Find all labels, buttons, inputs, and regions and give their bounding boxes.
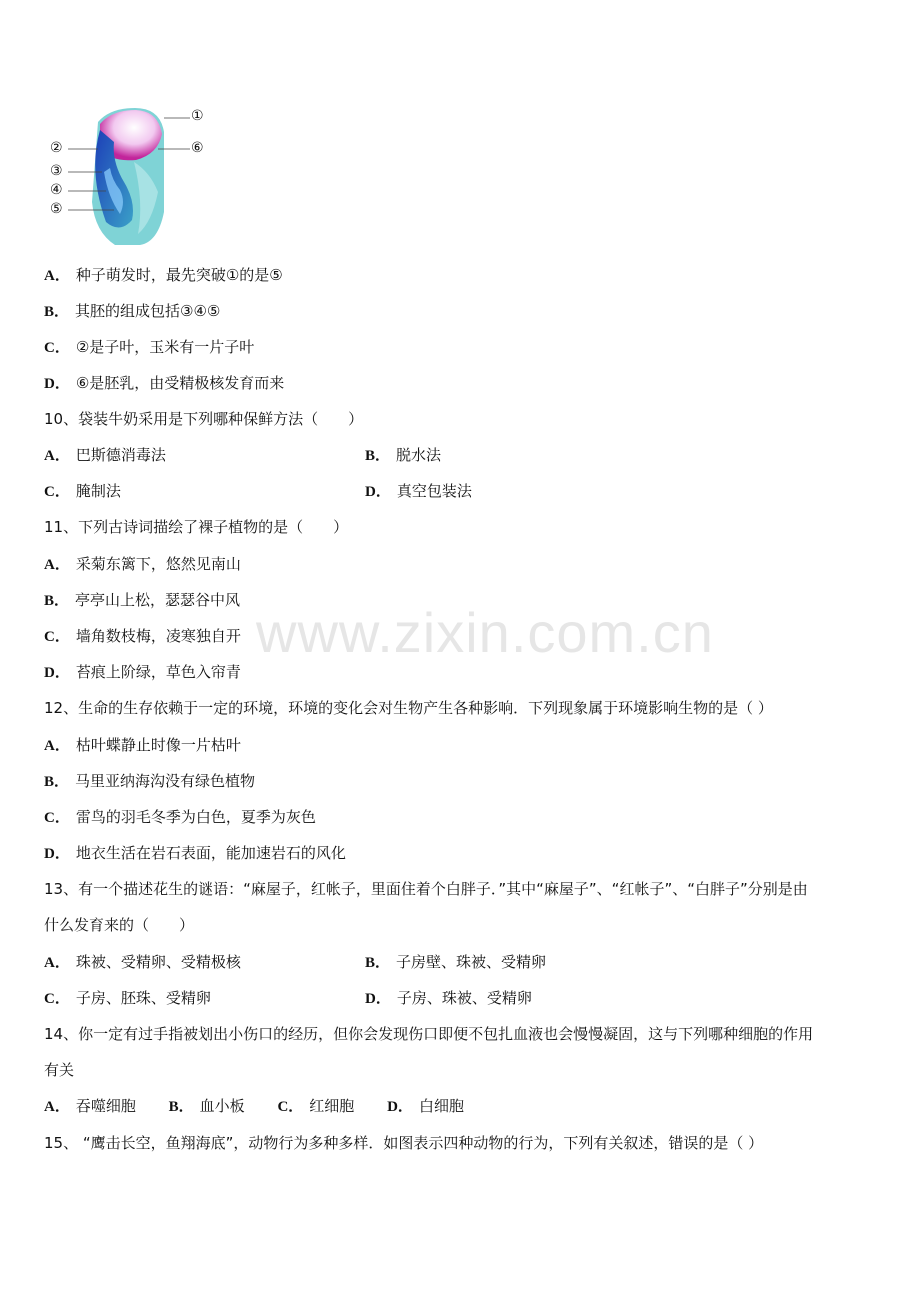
- option-letter: A．: [44, 1099, 70, 1115]
- q10-option-b: [365, 445, 441, 466]
- q11-stem: 11、下列古诗词描绘了裸子植物的是（ ）: [44, 518, 349, 536]
- q13-option-d: [365, 988, 532, 1009]
- option-letter: B．: [44, 304, 70, 320]
- option-text: 吞噬细胞: [75, 1097, 136, 1115]
- option-text: 子房、珠被、受精卵: [396, 989, 532, 1007]
- option-letter: D．: [44, 846, 70, 862]
- q11-option-c: [44, 626, 241, 647]
- option-letter: D．: [44, 376, 70, 392]
- q10-option-c: [44, 481, 121, 502]
- q9-option-d: [44, 373, 284, 394]
- q11-option-a: [44, 554, 241, 575]
- option-text: 枯叶蝶静止时像一片枯叶: [75, 736, 241, 754]
- q11-option-b: [44, 590, 240, 611]
- option-letter: C．: [44, 484, 70, 500]
- option-text: 子房壁、珠被、受精卵: [396, 953, 547, 971]
- option-text: 腌制法: [75, 482, 121, 500]
- option-text: 采菊东篱下，悠然见南山: [75, 555, 241, 573]
- option-text: 真空包装法: [396, 482, 472, 500]
- watermark: www.zixin.com.cn: [256, 601, 714, 664]
- option-text: 亭亭山上松，瑟瑟谷中风: [75, 591, 241, 609]
- option-text: 墙角数枝梅，凌寒独自开: [75, 627, 241, 645]
- option-text: 白细胞: [418, 1097, 464, 1115]
- q13-stem-line2: 什么发育来的（ ）: [44, 916, 195, 934]
- option-text: 苔痕上阶绿，草色入帘青: [75, 663, 241, 681]
- q12-stem: 12、生命的生存依赖于一定的环境，环境的变化会对生物产生各种影响．下列现象属于环境影响生物的是（ ）: [44, 699, 773, 717]
- q14-option-b: [169, 1097, 245, 1115]
- q13-option-b: [365, 952, 546, 973]
- q12-option-b: [44, 771, 255, 792]
- label-3: ③: [50, 163, 63, 179]
- option-letter: B．: [44, 774, 70, 790]
- q12-option-a: [44, 735, 241, 756]
- option-text: 巴斯德消毒法: [75, 446, 166, 464]
- q14-option-c: [277, 1097, 354, 1115]
- q14-option-a: [44, 1097, 136, 1115]
- q10-option-d: [365, 481, 472, 502]
- option-letter: B．: [44, 593, 70, 609]
- q13-option-c: [44, 988, 211, 1009]
- option-text: 地衣生活在岩石表面，能加速岩石的风化: [75, 844, 346, 862]
- option-text: 雷鸟的羽毛冬季为白色，夏季为灰色: [75, 808, 316, 826]
- q9-option-b: [44, 301, 220, 322]
- q9-option-a: [44, 265, 283, 286]
- option-letter: A．: [44, 738, 70, 754]
- option-text: 红细胞: [309, 1097, 355, 1115]
- q14-stem-line2: 有关: [44, 1061, 75, 1079]
- q11-option-d: [44, 662, 241, 683]
- option-text: 珠被、受精卵、受精极核: [75, 953, 241, 971]
- option-letter: A．: [44, 448, 70, 464]
- option-letter: C．: [44, 810, 70, 826]
- q12-option-d: [44, 843, 346, 864]
- q13-stem-line1: 13、有一个描述花生的谜语：“麻屋子，红帐子，里面住着个白胖子．”其中“麻屋子”、“红帐子”、“白胖子”分别是由: [44, 880, 808, 898]
- q15-stem: 15、 “鹰击长空，鱼翔海底”，动物行为多种多样．如图表示四种动物的行为，下列有关叙述，错误的是（ ）: [44, 1134, 764, 1152]
- option-letter: C．: [44, 629, 70, 645]
- label-2: ②: [50, 140, 63, 156]
- option-letter: D．: [365, 484, 391, 500]
- option-text: 种子萌发时，最先突破①的是⑤: [75, 266, 283, 284]
- q14-options-row: [44, 1096, 492, 1117]
- option-text: 子房、胚珠、受精卵: [75, 989, 211, 1007]
- corn-seed-figure: [40, 102, 220, 247]
- q14-stem-line1: 14、你一定有过手指被划出小伤口的经历，但你会发现伤口即便不包扎血液也会慢慢凝固，这与下列哪种细胞的作用: [44, 1025, 814, 1043]
- option-letter: B．: [365, 448, 391, 464]
- option-letter: A．: [44, 955, 70, 971]
- option-text: 马里亚纳海沟没有绿色植物: [75, 772, 256, 790]
- option-text: ②是子叶，玉米有一片子叶: [75, 338, 255, 356]
- option-text: 其胚的组成包括③④⑤: [75, 302, 221, 320]
- label-4: ④: [50, 182, 63, 198]
- option-letter: B．: [168, 1099, 194, 1115]
- q12-option-c: [44, 807, 316, 828]
- option-letter: C．: [44, 991, 70, 1007]
- label-6: ⑥: [191, 140, 204, 156]
- q9-option-c: [44, 337, 254, 358]
- option-letter: D．: [365, 991, 391, 1007]
- option-letter: A．: [44, 557, 70, 573]
- label-1: ①: [191, 108, 204, 124]
- option-text: ⑥是胚乳，由受精极核发育而来: [75, 374, 285, 392]
- option-letter: D．: [44, 665, 70, 681]
- option-letter: C．: [44, 340, 70, 356]
- option-text: 血小板: [199, 1097, 245, 1115]
- option-letter: C．: [277, 1099, 304, 1115]
- q13-option-a: [44, 952, 241, 973]
- option-letter: D．: [387, 1099, 413, 1115]
- option-letter: A．: [44, 268, 70, 284]
- option-text: 脱水法: [396, 446, 442, 464]
- q10-option-a: [44, 445, 166, 466]
- q14-option-d: [387, 1097, 464, 1115]
- q10-stem: 10、袋装牛奶采用是下列哪种保鲜方法（ ）: [44, 410, 364, 428]
- label-5: ⑤: [50, 201, 63, 217]
- option-letter: B．: [365, 955, 391, 971]
